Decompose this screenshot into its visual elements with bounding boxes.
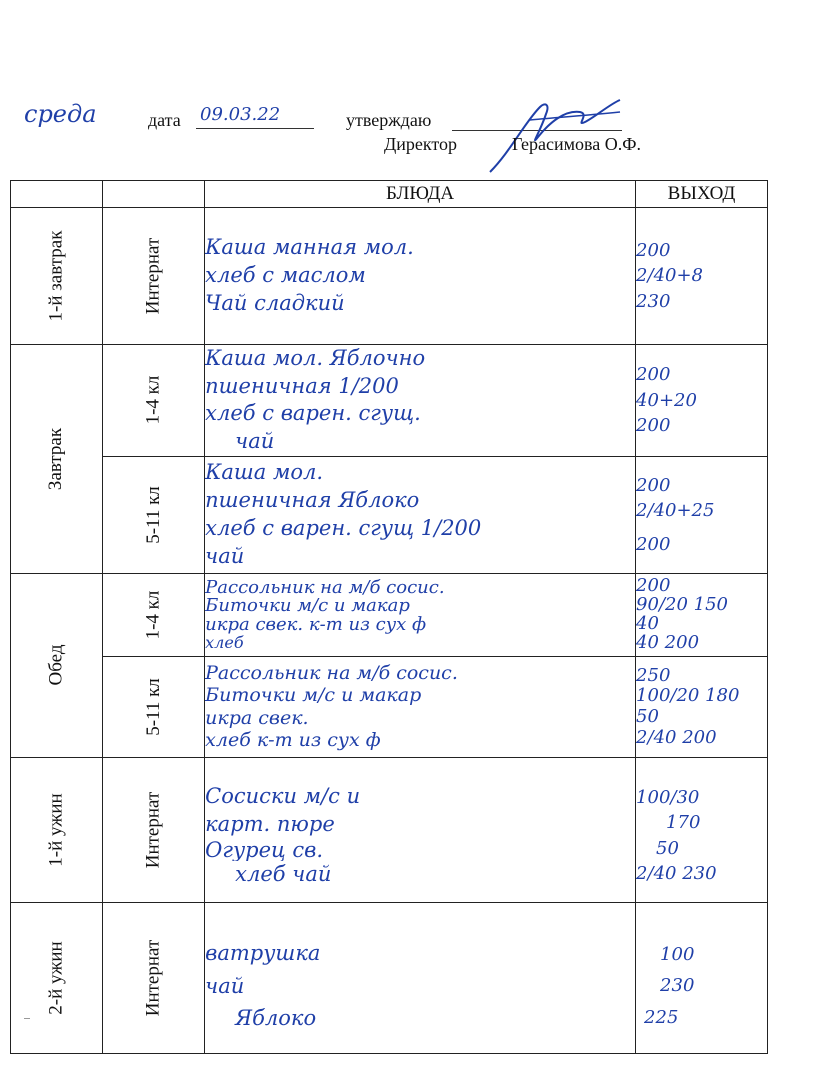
group-cell — [102, 757, 204, 902]
output-cell — [636, 902, 768, 1053]
group-label: Интернат — [142, 237, 164, 315]
group-label: 1-4 кл — [142, 590, 164, 640]
table-row — [11, 902, 768, 1053]
group-label: 5-11 кл — [142, 486, 164, 544]
dishes-cell — [205, 902, 636, 1053]
dish-line: Огурец св. — [205, 838, 324, 861]
output-cell — [636, 345, 768, 457]
meal-label: 1-й ужин — [45, 793, 67, 867]
dish-line: Сосиски м/с и — [205, 784, 361, 809]
output-value: 2/40 200 — [636, 726, 717, 748]
meal-cell — [11, 902, 103, 1053]
dish-line: хлеб с варен. сгущ. — [205, 401, 421, 426]
output-value: 200 — [636, 474, 671, 496]
output-value: 170 — [666, 812, 701, 834]
dish-line: чай — [205, 973, 245, 998]
dish-line: Биточки м/с и макар — [205, 684, 422, 707]
table-row — [11, 573, 768, 656]
menu-table — [10, 180, 768, 1054]
output-value: 2/40+25 — [636, 500, 715, 522]
meal-label: Завтрак — [45, 427, 67, 491]
meal-cell — [11, 208, 103, 345]
table-row — [11, 208, 768, 345]
output-value: 90/20 150 — [636, 593, 728, 615]
table-row — [11, 456, 768, 573]
dish-line: чай — [235, 429, 275, 454]
meal-label: Обед — [45, 644, 67, 686]
output-cell — [636, 573, 768, 656]
dishes-cell — [205, 656, 636, 757]
dish-line: ватрушка — [205, 941, 321, 966]
dish-line: икра свек. к-т из сух ф — [205, 616, 427, 636]
output-value: 40+20 — [636, 389, 697, 411]
output-value: 230 — [660, 975, 695, 997]
meal-cell — [11, 573, 103, 757]
group-cell — [102, 573, 204, 656]
group-label: Интернат — [142, 939, 164, 1017]
table-row — [11, 656, 768, 757]
table-row — [11, 757, 768, 902]
dish-line: хлеб с варен. сгущ 1/200 — [205, 515, 482, 540]
group-cell — [102, 656, 204, 757]
dish-line: хлеб к-т из сух ф — [205, 729, 381, 752]
header-group-cell — [102, 181, 204, 208]
meal-cell — [11, 345, 103, 574]
header-dishes: БЛЮДА — [205, 181, 636, 208]
dish-line: Биточки м/с и макар — [205, 597, 410, 617]
group-label: 1-4 кл — [142, 376, 164, 425]
output-value: 40 200 — [636, 631, 700, 653]
output-value: 50 — [656, 837, 679, 859]
output-value: 200 — [636, 364, 671, 386]
dish-line: Каша мол. Яблочно — [205, 346, 426, 370]
date-label: дата — [148, 110, 181, 130]
date-value: 09.03.22 — [200, 104, 281, 125]
dishes-cell — [205, 208, 636, 345]
output-cell — [636, 656, 768, 757]
dish-line: пшеничная Яблоко — [205, 488, 420, 513]
output-cell — [636, 757, 768, 902]
dish-line: хлеб с маслом — [205, 263, 366, 288]
dishes-cell — [205, 573, 636, 656]
dish-line: Яблоко — [235, 1006, 317, 1031]
header-output: ВЫХОД — [636, 181, 768, 208]
approve-label: утверждаю — [346, 110, 432, 130]
meal-label: 1-й завтрак — [45, 230, 67, 322]
output-value: 40 — [636, 612, 659, 634]
director-name: Герасимова О.Ф. — [512, 134, 641, 154]
dishes-cell — [205, 757, 636, 902]
group-cell — [102, 208, 204, 345]
group-cell — [102, 456, 204, 573]
page-mark — [24, 1018, 30, 1019]
dish-line: Рассольник на м/б сосис. — [205, 662, 458, 685]
output-value: 250 — [636, 664, 671, 686]
output-cell — [636, 208, 768, 345]
director-label: Директор — [384, 134, 458, 154]
output-value: 2/40 230 — [636, 863, 717, 885]
dishes-cell — [205, 456, 636, 573]
dish-line: пшеничная 1/200 — [205, 373, 399, 398]
output-value: 200 — [636, 415, 671, 437]
output-value: 225 — [644, 1006, 679, 1028]
group-cell — [102, 345, 204, 457]
group-cell — [102, 902, 204, 1053]
meal-cell — [11, 757, 103, 902]
output-value: 200 — [636, 533, 671, 555]
group-label: Интернат — [142, 791, 164, 869]
dish-line: Рассольник на м/б сосис. — [205, 578, 445, 598]
dish-line: хлеб — [205, 635, 244, 652]
date-underline — [196, 128, 314, 129]
table-row — [11, 345, 768, 457]
dish-line: Каша манная мол. — [205, 235, 414, 260]
output-value: 200 — [636, 239, 671, 261]
header-meal-cell — [11, 181, 103, 208]
output-value: 2/40+8 — [636, 265, 704, 287]
table-header-row — [11, 181, 768, 208]
output-cell — [636, 456, 768, 573]
weekday-handwritten: среда — [24, 100, 97, 128]
output-value: 230 — [636, 290, 671, 312]
dish-line: чай — [205, 543, 245, 568]
meal-label: 2-й ужин — [45, 941, 67, 1015]
output-value: 100/20 180 — [636, 685, 740, 707]
group-label: 5-11 кл — [142, 678, 164, 736]
output-value: 50 — [636, 705, 659, 727]
dish-line: карт. пюре — [205, 811, 335, 836]
dish-line: икра свек. — [205, 706, 309, 729]
output-value: 100/30 — [636, 786, 700, 808]
dish-line: Чай сладкий — [205, 290, 345, 315]
dish-line: Каша мол. — [205, 460, 324, 485]
dishes-cell — [205, 345, 636, 457]
dish-line: хлеб чай — [235, 861, 332, 886]
output-value: 100 — [660, 943, 695, 965]
output-value: 200 — [636, 575, 671, 597]
